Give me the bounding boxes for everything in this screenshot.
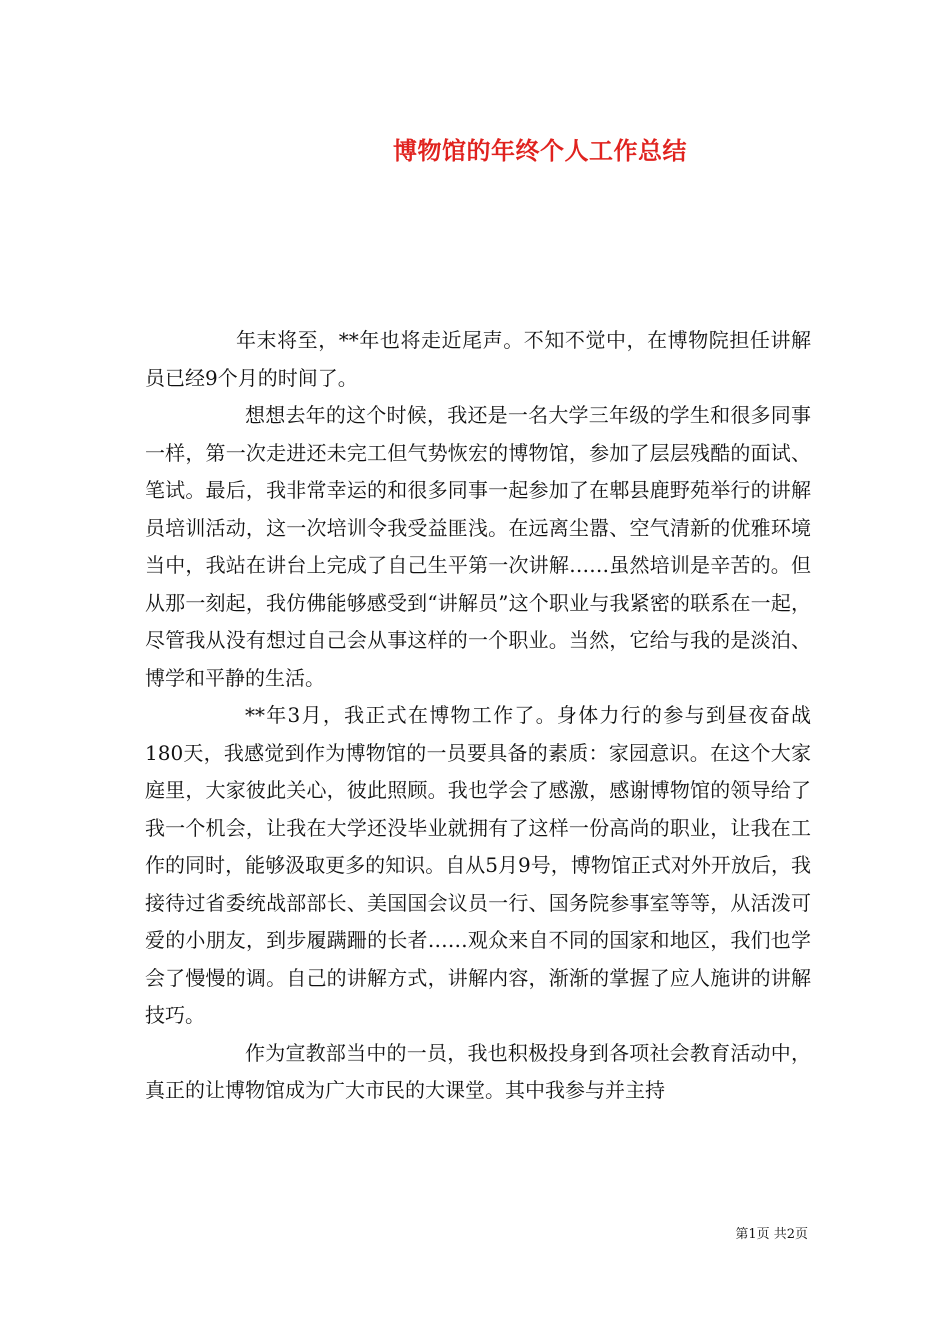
- document-title: 博物馆的年终个人工作总结: [393, 136, 687, 165]
- page-number: 第1页 共2页: [735, 1227, 808, 1242]
- paragraph-4: 作为宣教部当中的一员，我也积极投身到各项社会教育活动中，真正的让博物馆成为广大市民的大课堂。其中我参与并主持: [145, 1040, 811, 1102]
- paragraph-3: **年3月，我正式在博物工作了。身体力行的参与到昼夜奋战180天，我感觉到作为博物馆的一员要具备的素质：家园意识。在这个大家庭里，大家彼此关心，彼此照顾。我也学会了感激，感谢博物馆的领导给了我一个机会，让我在大学还没毕业就拥有了这样一份高尚的职业，让我在工作的同时，能够汲取更多的知识。自从5月9号，博物馆正式对外开放后，我接待过省委统战部部长、美国国会议员一行、国务院参事室等等，从活泼可爱的小朋友，到步履蹒跚的长者……观众来自不同的国家和地区，我们也学会了慢慢的调。自己的讲解方式，讲解内容，渐渐的掌握了应人施讲的讲解技巧。: [145, 703, 811, 1027]
- document-body: [145, 322, 811, 1110]
- paragraph-2: 想想去年的这个时候，我还是一名大学三年级的学生和很多同事一样，第一次走进还未完工但气势恢宏的博物馆，参加了层层残酷的面试、笔试。最后，我非常幸运的和很多同事一起参加了在郫县鹿野苑举行的讲解员培训活动，这一次培训令我受益匪浅。在远离尘嚣、空气清新的优雅环境当中，我站在讲台上完成了自己生平第一次讲解……虽然培训是辛苦的。但从那一刻起，我仿佛能够感受到“讲解员”这个职业与我紧密的联系在一起，尽管我从没有想过自己会从事这样的一个职业。当然，它给与我的是淡泊、博学和平静的生活。: [145, 403, 811, 690]
- paragraph-1: 年末将至，**年也将走近尾声。不知不觉中，在博物院担任讲解员已经9个月的时间了。: [145, 328, 811, 390]
